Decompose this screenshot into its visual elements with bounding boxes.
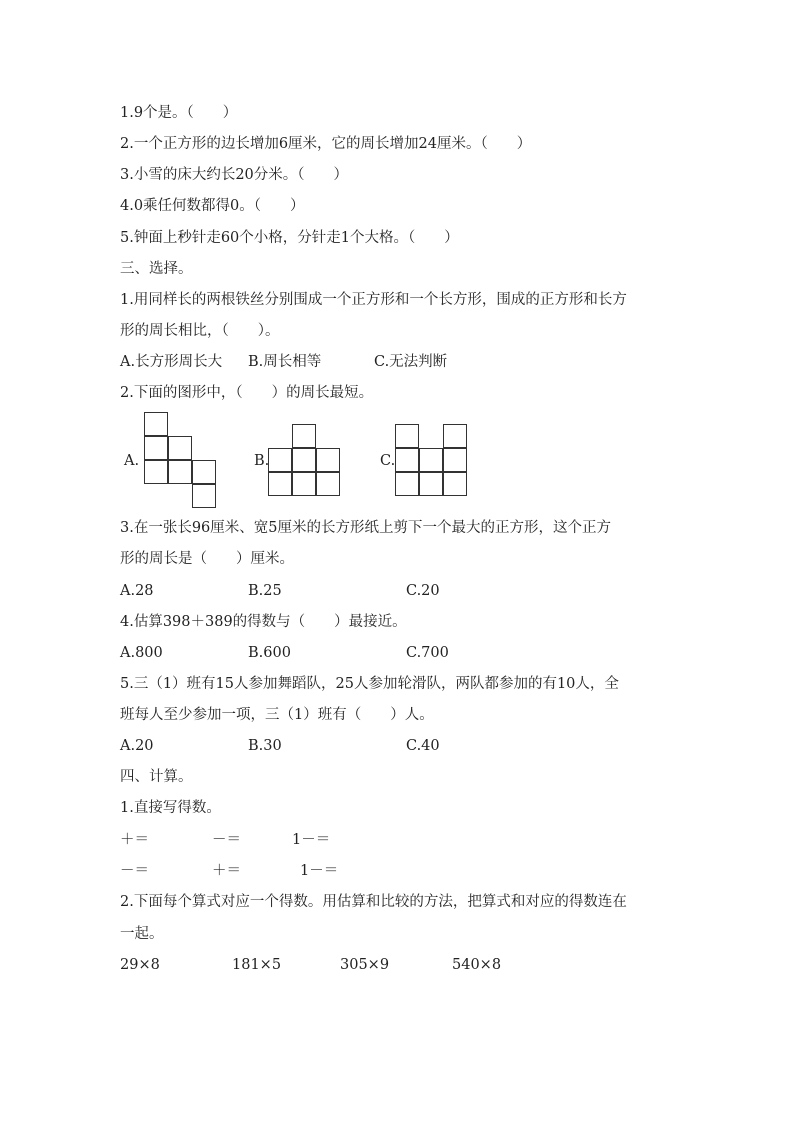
calc-q1-row1-item-3: 1－＝ (292, 832, 331, 848)
choice-q3-line2: 形的周长是（ ）厘米。 (120, 551, 294, 567)
choice-q1-line1: 1.用同样长的两根铁丝分别围成一个正方形和一个长方形，围成的正方形和长方 (120, 292, 627, 308)
choice-q4-text: 4.估算398＋389的得数与（ ）最接近。 (120, 614, 407, 630)
calc-q1-row2-item-3: 1－＝ (300, 863, 339, 879)
figure-b-grid (268, 424, 340, 496)
figure-label-c: C. (380, 453, 396, 469)
figure-label-a: A. (124, 453, 140, 469)
choice-q5-line1: 5.三（1）班有15人参加舞蹈队，25人参加轮滑队，两队都参加的有10人，全 (120, 676, 619, 692)
choice-q2-text: 2.下面的图形中，（ ）的周长最短。 (120, 385, 374, 401)
calc-q2-line1: 2.下面每个算式对应一个得数。用估算和比较的方法，把算式和对应的得数连在 (120, 894, 627, 910)
calc-q1-title: 1.直接写得数。 (120, 800, 221, 816)
choice-q5-option-c: C.40 (406, 738, 440, 754)
choice-q3-line1: 3.在一张长96厘米、宽5厘米的长方形纸上剪下一个最大的正方形，这个正方 (120, 520, 612, 536)
figure-a-grid (144, 412, 216, 508)
choice-q1-line2: 形的周长相比，（ ）。 (120, 323, 280, 339)
choice-q4-option-b: B.600 (248, 645, 291, 661)
choice-q3-option-c: C.20 (406, 583, 440, 599)
section-heading-choice: 三、选择。 (120, 261, 193, 277)
judge-item-3: 3.小雪的床大约长20分米。（ ） (120, 167, 349, 183)
calc-q2-line2: 一起。 (120, 926, 164, 942)
section-heading-calc: 四、计算。 (120, 769, 193, 785)
calc-q2-expr-3: 305×9 (340, 957, 390, 973)
calc-q1-row2-item-2: ＋＝ (212, 863, 241, 879)
calc-q1-row1-item-1: ＋＝ (120, 832, 149, 848)
choice-q5-option-a: A.20 (120, 738, 154, 754)
calc-q2-expr-2: 181×5 (232, 957, 282, 973)
calc-q1-row1-item-2: －＝ (212, 832, 241, 848)
judge-item-4: 4.0乘任何数都得0。（ ） (120, 198, 305, 214)
calc-q1-row2-item-1: －＝ (120, 863, 149, 879)
choice-q5-line2: 班每人至少参加一项，三（1）班有（ ）人。 (120, 707, 434, 723)
figure-c-grid (395, 424, 467, 496)
judge-item-1: 1.9个是。（ ） (120, 105, 238, 121)
choice-q1-option-b: B.周长相等 (248, 354, 322, 370)
choice-q4-option-c: C.700 (406, 645, 449, 661)
choice-q3-option-b: B.25 (248, 583, 282, 599)
judge-item-2: 2.一个正方形的边长增加6厘米，它的周长增加24厘米。（ ） (120, 136, 532, 152)
choice-q5-option-b: B.30 (248, 738, 282, 754)
choice-q3-option-a: A.28 (120, 583, 154, 599)
judge-item-5: 5.钟面上秒针走60个小格，分针走1个大格。（ ） (120, 230, 459, 246)
choice-q1-option-a: A.长方形周长大 (120, 354, 223, 370)
choice-q1-option-c: C.无法判断 (374, 354, 448, 370)
figure-label-b: B. (254, 453, 270, 469)
calc-q2-expr-1: 29×8 (120, 957, 160, 973)
choice-q4-option-a: A.800 (120, 645, 163, 661)
calc-q2-expr-4: 540×8 (452, 957, 502, 973)
